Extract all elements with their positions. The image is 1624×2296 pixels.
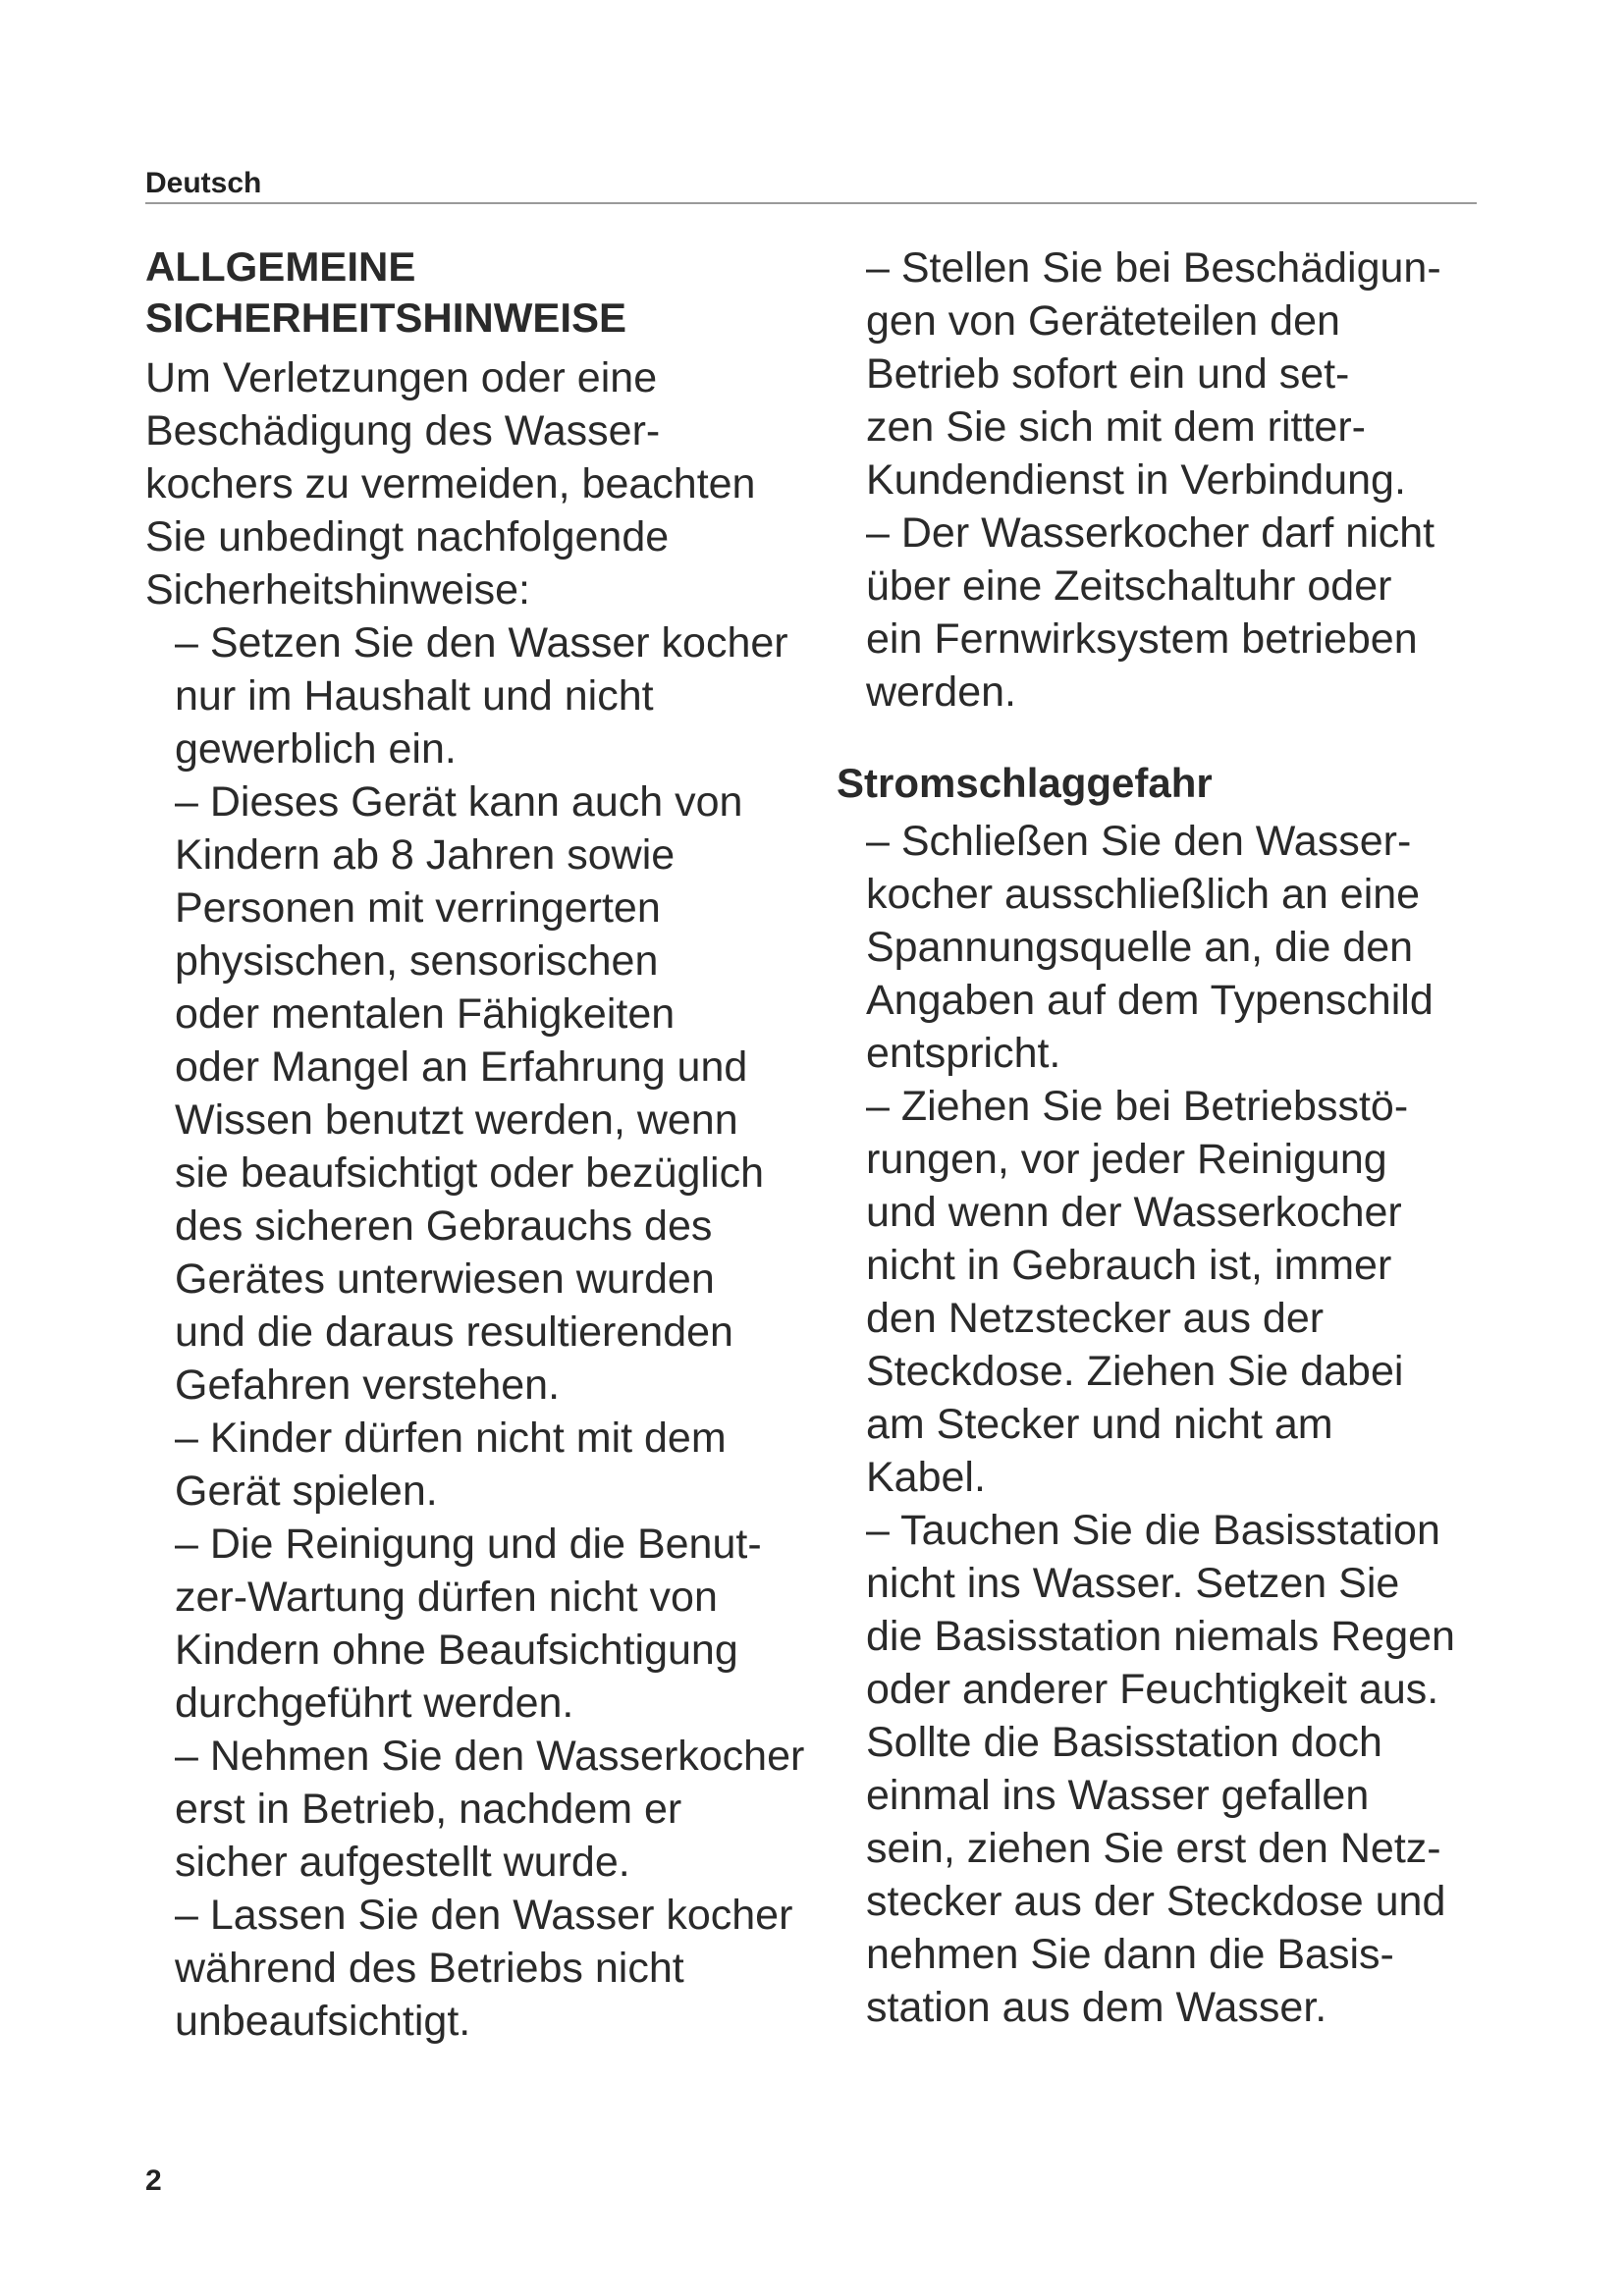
text-line: ein Fernwirksystem betrieben [866, 615, 1418, 663]
section-heading [145, 241, 852, 344]
header-divider [145, 202, 1477, 204]
text-line: werden. [866, 668, 1016, 716]
text-line: oder mentalen Fähigkeiten [175, 990, 676, 1038]
text-line: am Stecker und nicht am [866, 1401, 1333, 1448]
text-line: Wissen benutzt werden, wenn [175, 1096, 738, 1144]
text-line: Gerätes unterwiesen wurden [175, 1255, 715, 1303]
text-line: über eine Zeitschaltuhr oder [866, 562, 1392, 610]
text-line: und die daraus resultierenden [175, 1308, 733, 1356]
text-line: oder Mangel an Erfahrung und [175, 1043, 748, 1091]
language-label: Deutsch [145, 167, 262, 199]
safety-bullet [145, 1518, 852, 1730]
left-column [145, 241, 852, 2048]
safety-bullet [837, 815, 1485, 1080]
text-line: nur im Haushalt und nicht [175, 672, 654, 720]
safety-bullet [837, 241, 1485, 507]
text-line: sie beaufsichtigt oder bezüglich [175, 1149, 764, 1197]
page-number: 2 [145, 2164, 162, 2197]
text-line: Kindern ohne Beaufsichtigung [175, 1627, 738, 1674]
text-line: – Kinder dürfen nicht mit dem [175, 1415, 727, 1462]
safety-bullet [837, 1504, 1485, 2034]
safety-bullet [837, 1080, 1485, 1504]
text-line: sein, ziehen Sie erst den Netz- [866, 1825, 1441, 1872]
text-line: während des Betriebs nicht [175, 1945, 684, 1992]
text-line: rungen, vor jeder Reinigung [866, 1136, 1387, 1183]
text-line: die Basisstation niemals Regen [866, 1613, 1455, 1660]
safety-bullet [145, 616, 852, 775]
text-line: durchgeführt werden. [175, 1680, 574, 1727]
text-line: Kundendienst in Verbindung. [866, 456, 1406, 504]
text-line: – Stellen Sie bei Beschädigun- [866, 244, 1441, 292]
text-line: nicht ins Wasser. Setzen Sie [866, 1560, 1400, 1607]
text-line: Angaben auf dem Typenschild [866, 977, 1434, 1024]
text-line: Kindern ab 8 Jahren sowie [175, 831, 676, 879]
text-line: Gefahren verstehen. [175, 1362, 561, 1409]
text-line: physischen, sensorischen [175, 937, 659, 985]
text-line: – Setzen Sie den Wasser kocher [175, 619, 788, 667]
text-line: Gerät spielen. [175, 1468, 438, 1515]
text-line: Personen mit verringerten [175, 884, 661, 932]
safety-bullet [145, 775, 852, 1412]
text-line: – Dieses Gerät kann auch von [175, 778, 743, 826]
text-line: oder anderer Feuchtigkeit aus. [866, 1666, 1439, 1713]
text-line: gen von Geräteteilen den [866, 297, 1340, 345]
text-line: nehmen Sie dann die Basis- [866, 1931, 1394, 1978]
text-line: Betrieb sofort ein und set- [866, 350, 1350, 398]
text-line: erst in Betrieb, nachdem er [175, 1786, 682, 1833]
text-line: – Nehmen Sie den Wasserkocher [175, 1733, 805, 1780]
text-line: – Die Reinigung und die Benut- [175, 1521, 762, 1568]
text-line: zer-Wartung dürfen nicht von [175, 1574, 718, 1621]
text-line: Spannungsquelle an, die den [866, 924, 1414, 971]
text-line: – Der Wasserkocher darf nicht [866, 509, 1435, 557]
text-line: kocher ausschließlich an eine [866, 871, 1421, 918]
heading-line: SICHERHEITSHINWEISE [145, 294, 627, 341]
text-line: – Ziehen Sie bei Betriebsstö- [866, 1083, 1409, 1130]
text-line: nicht in Gebrauch ist, immer [866, 1242, 1392, 1289]
text-line: Um Verletzungen oder eine [145, 354, 658, 401]
text-line: entspricht. [866, 1030, 1061, 1077]
text-line: zen Sie sich mit dem ritter- [866, 403, 1366, 451]
text-line: gewerblich ein. [175, 725, 457, 773]
text-line: Sie unbedingt nachfolgende [145, 513, 670, 561]
right-column [837, 241, 1485, 2034]
safety-bullet [837, 507, 1485, 719]
text-line: des sicheren Gebrauchs des [175, 1202, 713, 1250]
text-line: und wenn der Wasserkocher [866, 1189, 1402, 1236]
subsection-heading: Stromschlaggefahr [837, 760, 1213, 806]
text-line: Sicherheitshinweise: [145, 566, 530, 614]
text-line: Beschädigung des Wasser- [145, 407, 661, 454]
safety-bullet [145, 1730, 852, 1889]
text-line: station aus dem Wasser. [866, 1984, 1327, 2031]
heading-line: ALLGEMEINE [145, 243, 416, 290]
text-line: Kabel. [866, 1454, 986, 1501]
text-line: Sollte die Basisstation doch [866, 1719, 1382, 1766]
text-line: einmal ins Wasser gefallen [866, 1772, 1370, 1819]
text-line: sicher aufgestellt wurde. [175, 1839, 630, 1886]
text-line: – Lassen Sie den Wasser kocher [175, 1892, 793, 1939]
text-line: den Netzstecker aus der [866, 1295, 1325, 1342]
safety-bullet [145, 1412, 852, 1518]
safety-bullet [145, 1889, 852, 2048]
text-line: – Tauchen Sie die Basisstation [866, 1507, 1440, 1554]
text-line: stecker aus der Steckdose und [866, 1878, 1446, 1925]
text-line: unbeaufsichtigt. [175, 1998, 471, 2045]
text-line: kochers zu vermeiden, beachten [145, 460, 756, 507]
text-line: – Schließen Sie den Wasser- [866, 818, 1412, 865]
text-line: Steckdose. Ziehen Sie dabei [866, 1348, 1404, 1395]
intro-paragraph [145, 351, 852, 616]
